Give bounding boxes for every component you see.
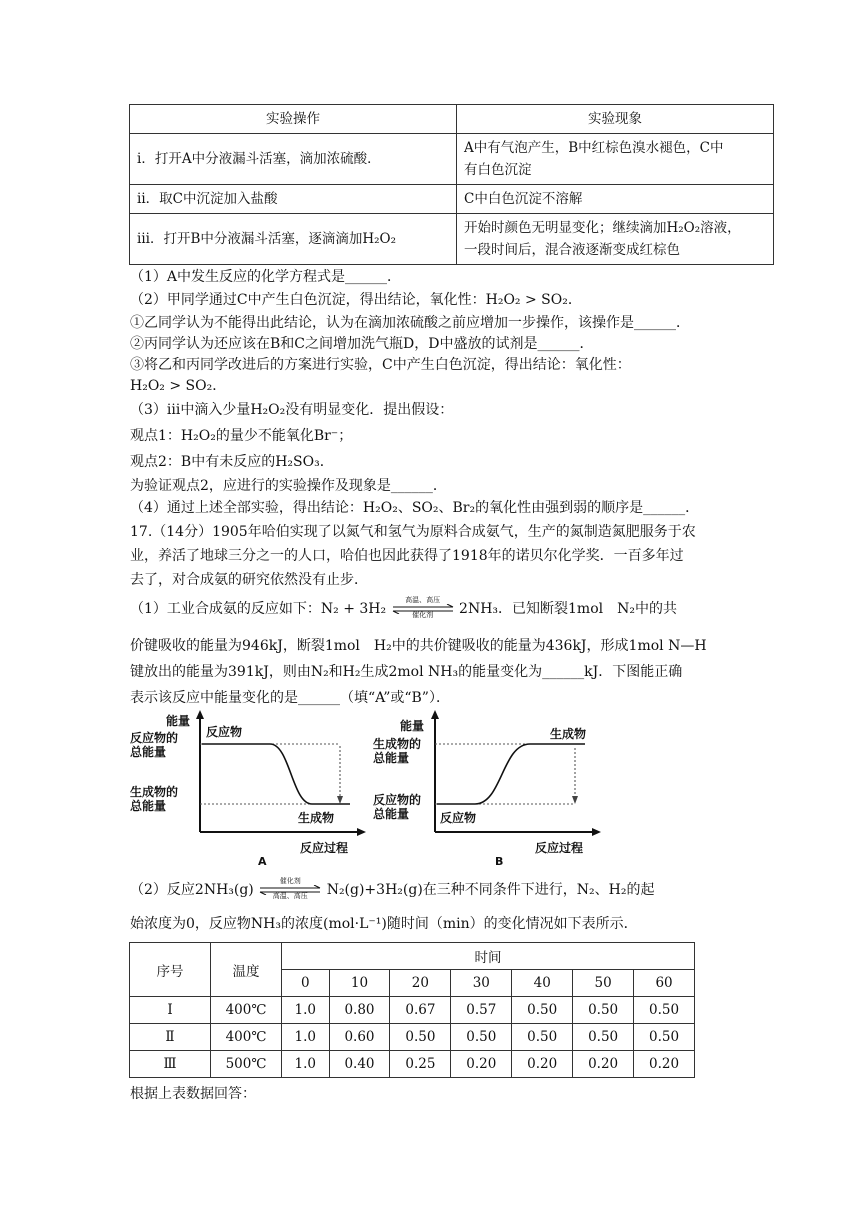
concentration-cell: 0.50 <box>512 997 573 1024</box>
phenomenon-line: 开始时颜色无明显变化；继续滴加H₂O₂溶液， <box>464 220 741 236</box>
time-header-cell: 50 <box>573 970 634 997</box>
header-operation: 实验操作 <box>130 105 457 134</box>
time-header-cell: 0 <box>282 970 330 997</box>
reversible-arrow <box>258 877 322 900</box>
concentration-cell: 0.50 <box>451 1024 512 1051</box>
header-number: 序号 <box>130 943 211 997</box>
diagram-a-x-label: 反应过程 <box>300 841 349 855</box>
diagram-a-top-label2: 总能量 <box>130 745 167 759</box>
table-header-row <box>130 943 695 970</box>
concentration-cell: 1.0 <box>282 1024 330 1051</box>
phenomenon-line: 一段时间后，混合液逐渐变成红棕色 <box>464 242 680 258</box>
sub-question-2-line2: 始浓度为0，反应物NH₃的浓度(mol·L⁻¹)随时间（min）的变化情况如下表所示． <box>130 916 638 932</box>
viewpoint-2: 观点2：B中有未反应的H₂SO₃． <box>130 454 334 470</box>
sub-question-2 <box>130 877 655 900</box>
question-1: （1）A中发生反应的化学方程式是______． <box>130 269 402 285</box>
arrow-condition-top: 催化剂 <box>279 877 301 885</box>
row-temperature: 500℃ <box>211 1051 282 1078</box>
diagram-a-end: 生成物 <box>298 811 335 825</box>
equation-right: N₂(g)+3H₂(g)在三种不同条件下进行，N₂、H₂的起 <box>326 882 655 898</box>
diagram-b-top-label2: 总能量 <box>373 751 410 765</box>
diagram-a-start: 反应物 <box>206 725 243 739</box>
arrow-condition-bottom: 高温、高压 <box>272 892 308 900</box>
concentration-cell: 0.80 <box>329 997 390 1024</box>
concentration-cell: 0.50 <box>512 1024 573 1051</box>
phenomenon-cell <box>457 134 774 185</box>
viewpoint-verify: 为验证观点2，应进行的实验操作及现象是______． <box>130 478 447 494</box>
concentration-cell: 0.50 <box>390 1024 451 1051</box>
problem-17-line2: 业，养活了地球三分之一的人口，哈伯也因此获得了1918年的诺贝尔化学奖．一百多年过 <box>130 548 684 564</box>
table-row <box>130 214 774 265</box>
concentration-cell: 0.60 <box>329 1024 390 1051</box>
row-temperature: 400℃ <box>211 1024 282 1051</box>
concentration-cell: 0.20 <box>451 1051 512 1078</box>
header-phenomenon: 实验现象 <box>457 105 774 134</box>
problem-17-line1: 17.（14分）1905年哈伯实现了以氮气和氢气为原料合成氨气，生产的氮制造氮肥服务于农 <box>130 524 696 540</box>
concentration-cell: 0.40 <box>329 1051 390 1078</box>
row-number: Ⅰ <box>130 997 211 1024</box>
concentration-cell: 0.20 <box>512 1051 573 1078</box>
closing-line: 根据上表数据回答： <box>130 1086 256 1102</box>
diagram-a-top-label: 反应物的 <box>130 731 179 745</box>
diagram-b-end: 生成物 <box>550 727 587 741</box>
concentration-cell: 0.67 <box>390 997 451 1024</box>
diagram-b-y-label: 能量 <box>400 719 425 733</box>
concentration-cell: 0.20 <box>634 1051 695 1078</box>
time-header-cell: 20 <box>390 970 451 997</box>
table-row <box>130 997 695 1024</box>
equation-left: （1）工业合成氨的反应如下：N₂ + 3H₂ <box>130 601 387 617</box>
equation-left: （2）反应2NH₃(g) <box>130 882 254 898</box>
table-row <box>130 185 774 214</box>
sub-question-1-line4: 表示该反应中能量变化的是______（填“A”或“B”）． <box>130 690 450 706</box>
sub-question-1-line3: 键放出的能量为391kJ，则由N₂和H₂生成2mol NH₃的能量变化为______kJ．下图能正确 <box>130 664 683 680</box>
diagram-b-x-label: 反应过程 <box>535 841 584 855</box>
concentration-cell: 0.20 <box>573 1051 634 1078</box>
concentration-cell: 0.50 <box>634 1024 695 1051</box>
diagram-b-bottom-label2: 总能量 <box>373 807 410 821</box>
question-2c-cont: H₂O₂ > SO₂． <box>130 378 227 394</box>
row-temperature: 400℃ <box>211 997 282 1024</box>
table-header-row <box>130 105 774 134</box>
table-row <box>130 134 774 185</box>
diagram-a-bottom-label: 生成物的 <box>130 785 179 799</box>
phenomenon-cell: C中白色沉淀不溶解 <box>457 185 774 214</box>
arrow-condition-bottom: 催化剂 <box>412 611 434 619</box>
question-2b: ②丙同学认为还应该在B和C之间增加洗气瓶D，D中盛放的试剂是______． <box>130 336 594 352</box>
diagram-b-caption: B <box>495 855 504 868</box>
question-2: （2）甲同学通过C中产生白色沉淀，得出结论，氧化性：H₂O₂ > SO₂． <box>130 292 582 308</box>
concentration-cell: 1.0 <box>282 1051 330 1078</box>
diagram-a-bottom-label2: 总能量 <box>130 799 167 813</box>
concentration-cell: 0.50 <box>634 997 695 1024</box>
row-number: Ⅲ <box>130 1051 211 1078</box>
viewpoint-1: 观点1：H₂O₂的量少不能氧化Br⁻； <box>130 428 353 444</box>
header-time: 时间 <box>282 943 695 970</box>
phenomenon-line: 有白色沉淀 <box>464 162 532 178</box>
header-temperature: 温度 <box>211 943 282 997</box>
operation-cell: ⅱ．取C中沉淀加入盐酸 <box>130 185 457 214</box>
question-2c: ③将乙和丙同学改进后的方案进行实验，C中产生白色沉淀，得出结论：氧化性： <box>130 357 631 373</box>
diagram-b-top-label: 生成物的 <box>373 737 422 751</box>
question-4: （4）通过上述全部实验，得出结论：H₂O₂、SO₂、Br₂的氧化性由强到弱的顺序是______． <box>130 500 700 516</box>
row-number: Ⅱ <box>130 1024 211 1051</box>
table-row <box>130 1051 695 1078</box>
sub-question-1-line2: 价键吸收的能量为946kJ，断裂1mol H₂中的共价键吸收的能量为436kJ，形成1mol N—H <box>130 638 707 654</box>
reversible-arrow <box>391 596 455 619</box>
experiment-table <box>129 104 774 265</box>
diagram-b-bottom-label: 反应物的 <box>373 793 422 807</box>
diagram-a-curve <box>202 744 350 804</box>
diagram-a-y-label: 能量 <box>166 714 191 728</box>
time-header-cell: 40 <box>512 970 573 997</box>
diagram-b-curve <box>437 744 585 804</box>
problem-17-line3: 去了，对合成氨的研究依然没有止步． <box>130 572 368 588</box>
table-row <box>130 1024 695 1051</box>
time-header-cell: 60 <box>634 970 695 997</box>
concentration-cell: 0.50 <box>573 997 634 1024</box>
time-header-cell: 10 <box>329 970 390 997</box>
diagram-a-caption: A <box>258 855 267 868</box>
equation-right: 2NH₃．已知断裂1mol N₂中的共 <box>459 601 677 617</box>
diagram-b-start: 反应物 <box>440 811 477 825</box>
energy-diagram-figure <box>130 710 610 870</box>
concentration-cell: 1.0 <box>282 997 330 1024</box>
arrow-condition-top: 高温、高压 <box>405 596 441 604</box>
concentration-cell: 0.57 <box>451 997 512 1024</box>
question-2a: ①乙同学认为不能得出此结论，认为在滴加浓硫酸之前应增加一步操作，该操作是______． <box>130 315 690 331</box>
time-header-cell: 30 <box>451 970 512 997</box>
concentration-table <box>129 942 695 1078</box>
sub-question-1 <box>130 596 677 619</box>
concentration-cell: 0.25 <box>390 1051 451 1078</box>
phenomenon-cell <box>457 214 774 265</box>
diagram-b <box>373 710 601 868</box>
diagram-a <box>130 710 366 868</box>
concentration-cell: 0.50 <box>573 1024 634 1051</box>
operation-cell: ⅲ．打开B中分液漏斗活塞，逐滴滴加H₂O₂ <box>130 214 457 265</box>
question-3: （3）ⅲ中滴入少量H₂O₂没有明显变化．提出假设： <box>130 402 454 418</box>
phenomenon-line: A中有气泡产生，B中红棕色溴水褪色，C中 <box>464 140 724 156</box>
operation-cell: ⅰ．打开A中分液漏斗活塞，滴加浓硫酸． <box>130 134 457 185</box>
